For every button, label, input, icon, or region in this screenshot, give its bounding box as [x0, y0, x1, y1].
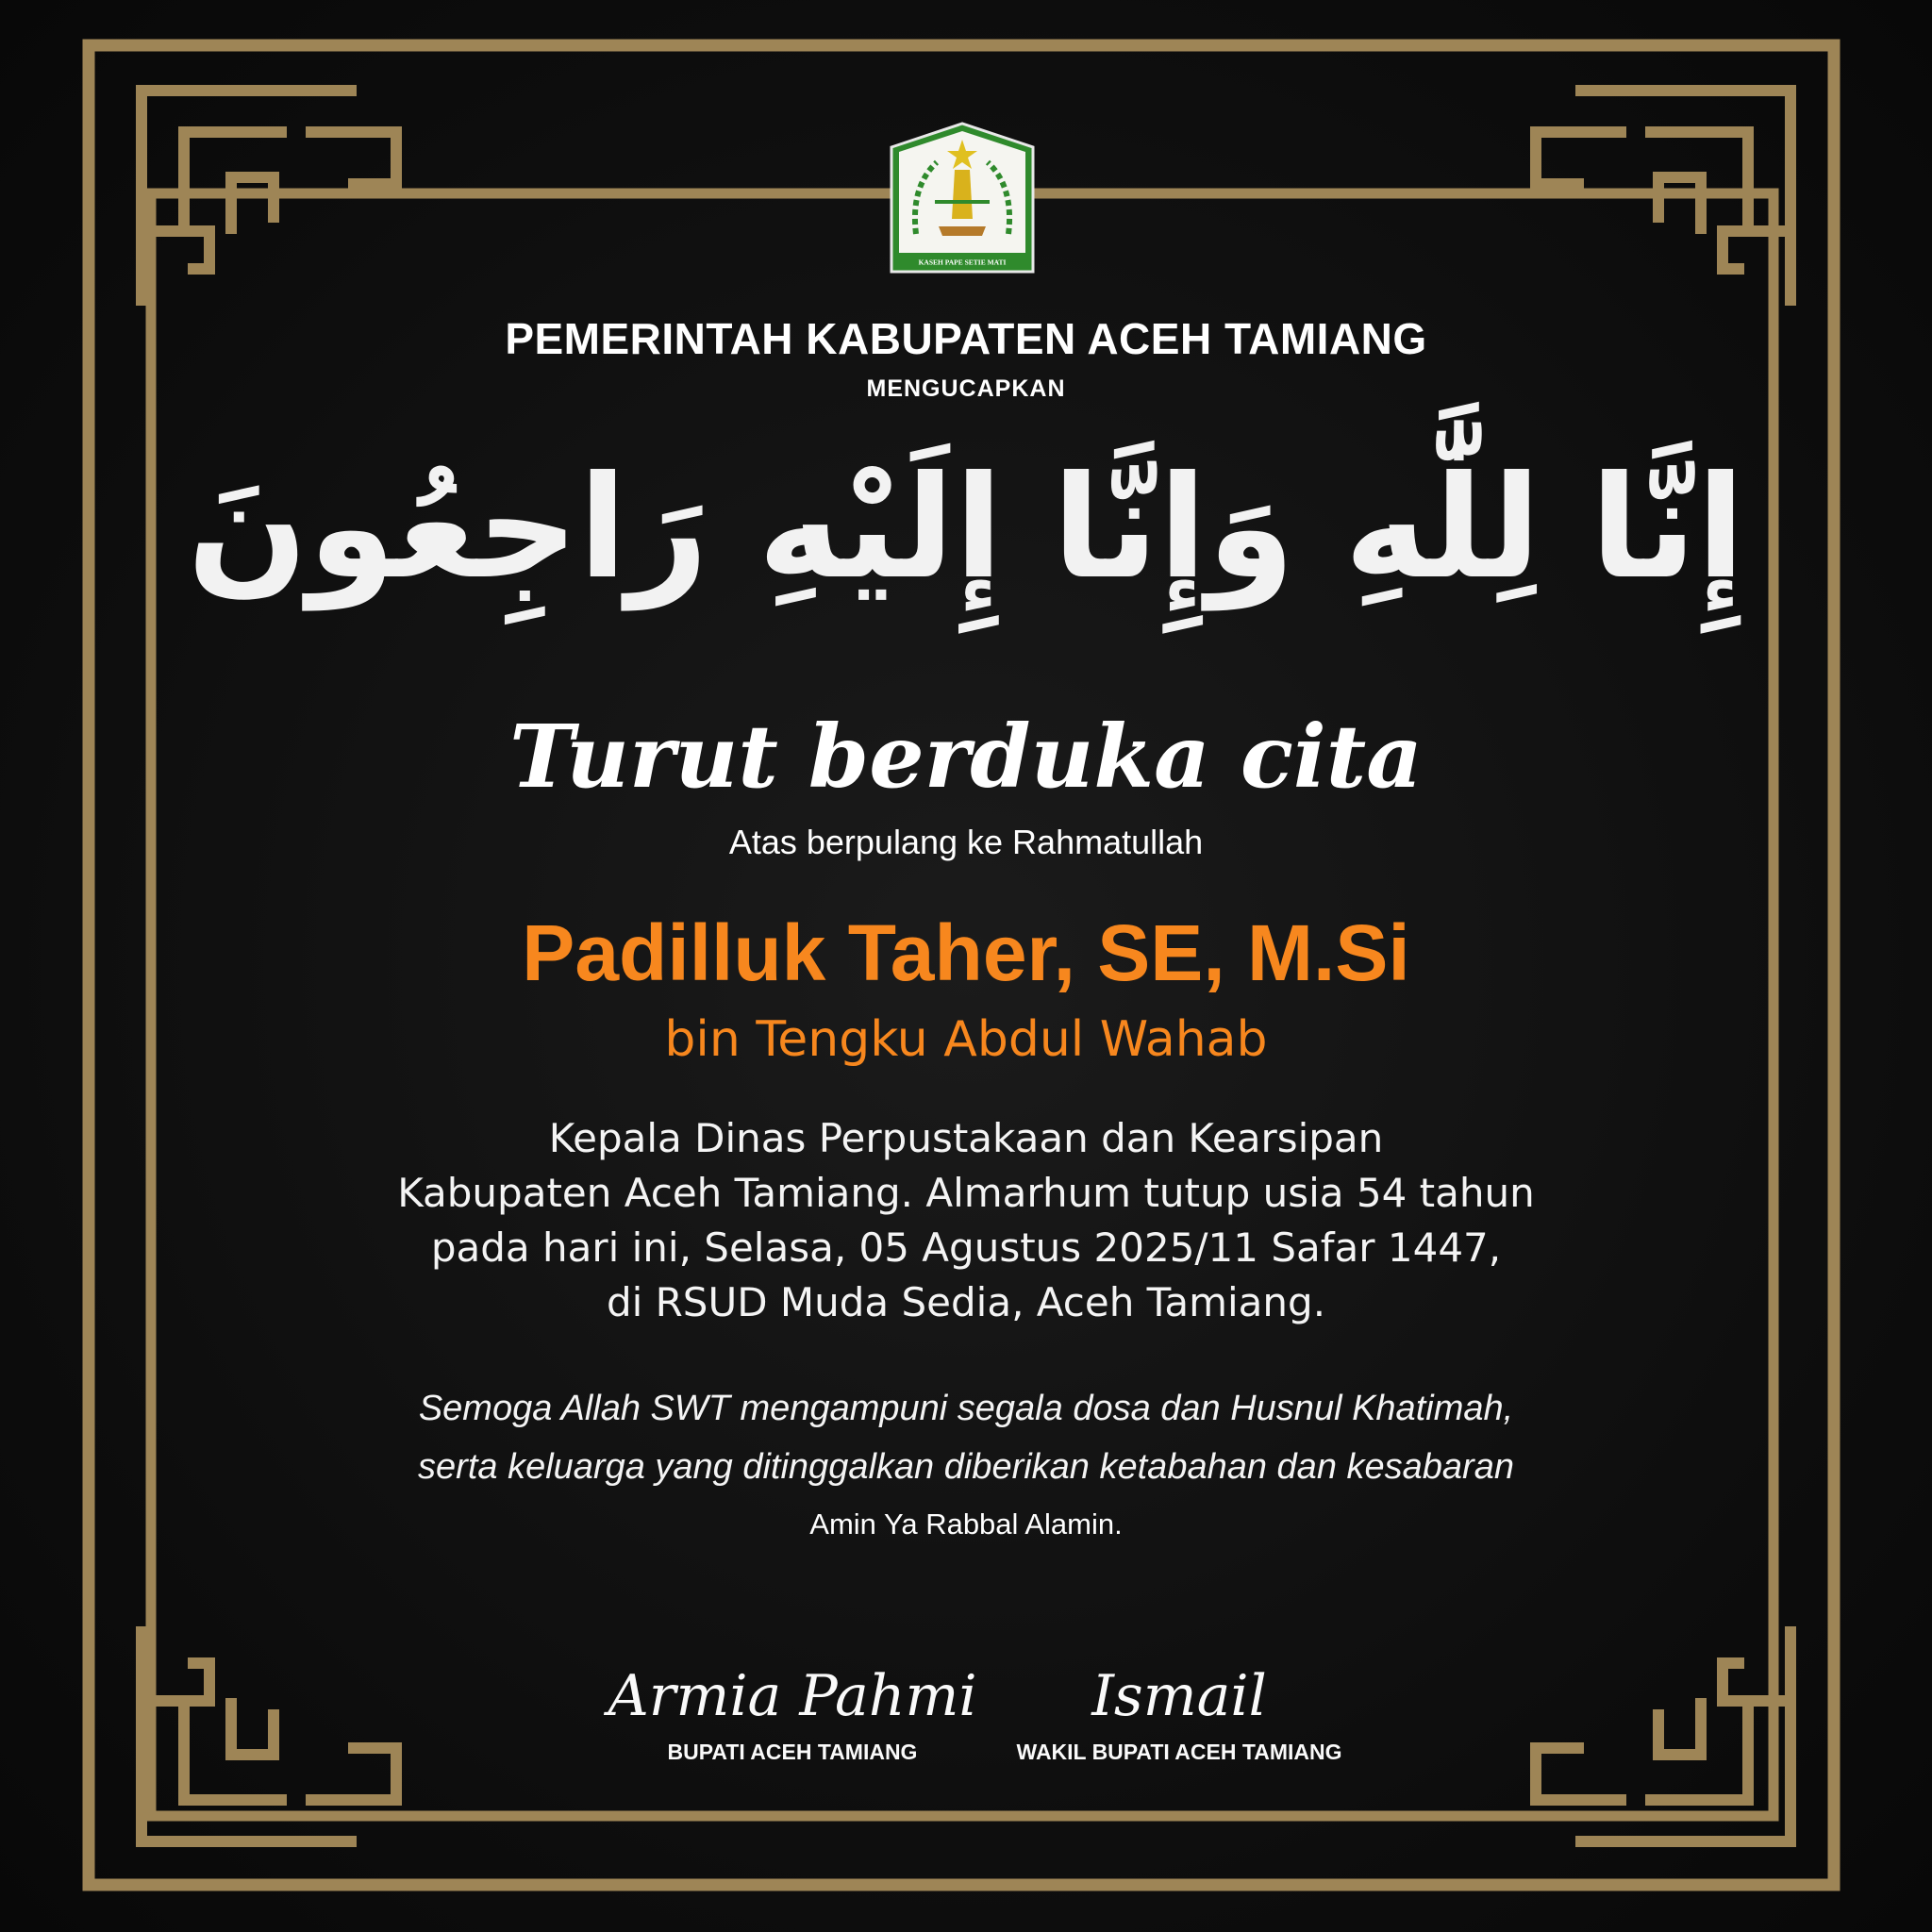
description-paragraph	[0, 1111, 1932, 1330]
prayer-line: serta keluarga yang ditinggalkan diberikan ketabahan dan kesabaran	[418, 1447, 1514, 1487]
arabic-calligraphy: إِنَّا لِلَّٰهِ وَإِنَّا إِلَيْهِ رَاجِعُونَ	[187, 446, 1745, 610]
signature-name: Ismail	[1091, 1663, 1267, 1729]
emblem-motto: KASEH PAPE SETIE MATI	[918, 258, 1007, 267]
signature-wakil-bupati	[981, 1660, 1377, 1765]
description-line: di RSUD Muda Sedia, Aceh Tamiang.	[606, 1279, 1326, 1325]
closing-prayer: Amin Ya Rabbal Alamin.	[809, 1507, 1123, 1541]
organization-title: PEMERINTAH KABUPATEN ACEH TAMIANG	[505, 314, 1427, 363]
deceased-name: Padilluk Taher, SE, M.Si	[522, 908, 1410, 997]
description-line: Kepala Dinas Perpustakaan dan Kearsipan	[548, 1115, 1384, 1161]
condolence-headline: Turut berduka cita	[509, 706, 1423, 808]
prayer-paragraph	[0, 1379, 1932, 1496]
signature-title: BUPATI ACEH TAMIANG	[667, 1740, 918, 1764]
signature-title: WAKIL BUPATI ACEH TAMIANG	[1016, 1740, 1342, 1764]
description-line: pada hari ini, Selasa, 05 Agustus 2025/11 Safar 1447,	[430, 1224, 1502, 1271]
condolence-subheadline: Atas berpulang ke Rahmatullah	[728, 823, 1204, 861]
regency-emblem-icon	[888, 121, 1037, 276]
signature-bupati	[604, 1660, 981, 1765]
deceased-lineage: bin Tengku Abdul Wahab	[664, 1011, 1268, 1068]
organization-subtitle: MENGUCAPKAN	[866, 375, 1066, 402]
description-line: Kabupaten Aceh Tamiang. Almarhum tutup usia 54 tahun	[397, 1170, 1535, 1216]
prayer-line: Semoga Allah SWT mengampuni segala dosa dan Husnul Khatimah,	[418, 1389, 1514, 1428]
signature-name: Armia Pahmi	[608, 1663, 977, 1729]
